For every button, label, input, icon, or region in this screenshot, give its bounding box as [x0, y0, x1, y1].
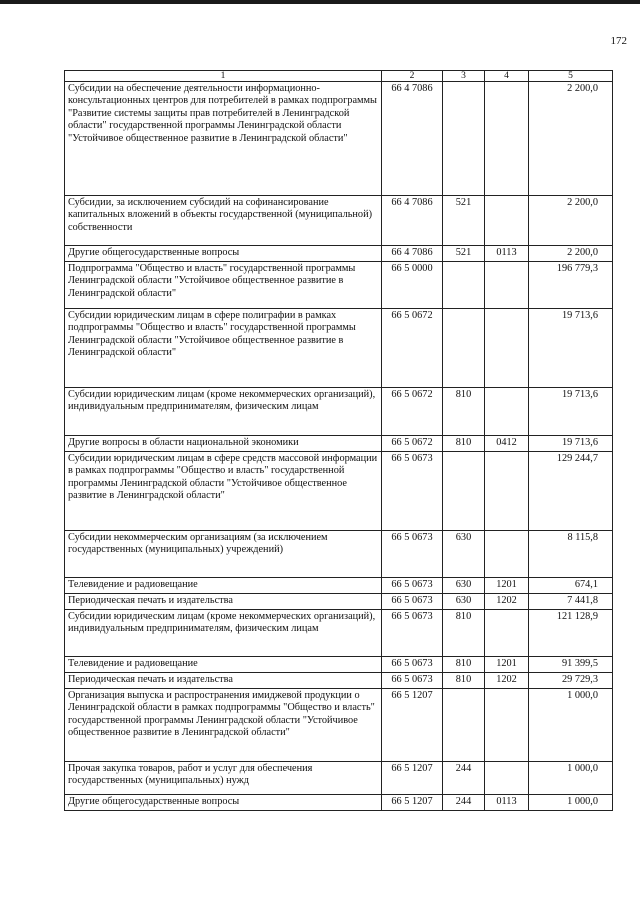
table-row	[65, 795, 613, 811]
section-code	[485, 689, 529, 762]
budget-table	[64, 70, 613, 811]
expense-type-code: 630	[443, 594, 485, 610]
amount: 2 200,0	[529, 82, 613, 196]
target-article-code: 66 4 7086	[382, 196, 443, 246]
amount: 91 399,5	[529, 657, 613, 673]
item-name: Организация выпуска и распространения имиджевой продукции о Ленинградской области в рамках подпрограммы "Общество и власть" государственной программы Ленинградской области "Устойчивое общественное развитие в Ленинградской области"	[65, 689, 382, 762]
col-header-3: 3	[443, 71, 485, 82]
target-article-code: 66 4 7086	[382, 82, 443, 196]
table-row	[65, 762, 613, 795]
table-row	[65, 578, 613, 594]
section-code: 0113	[485, 246, 529, 262]
table-row	[65, 657, 613, 673]
section-code	[485, 309, 529, 388]
expense-type-code	[443, 452, 485, 531]
table-row	[65, 309, 613, 388]
section-code: 0113	[485, 795, 529, 811]
section-code	[485, 82, 529, 196]
table-row	[65, 436, 613, 452]
item-name: Субсидии юридическим лицам (кроме некоммерческих организаций), индивидуальным предпринимателям, физическим лицам	[65, 610, 382, 657]
table-row	[65, 452, 613, 531]
expense-type-code	[443, 309, 485, 388]
target-article-code: 66 5 0000	[382, 262, 443, 309]
expense-type-code: 810	[443, 610, 485, 657]
expense-type-code: 810	[443, 388, 485, 436]
item-name: Подпрограмма "Общество и власть" государственной программы Ленинградской области "Устойчивое общественное развитие в Ленинградской области"	[65, 262, 382, 309]
section-code: 0412	[485, 436, 529, 452]
amount: 1 000,0	[529, 795, 613, 811]
expense-type-code: 810	[443, 657, 485, 673]
section-code	[485, 196, 529, 246]
target-article-code: 66 5 0672	[382, 388, 443, 436]
section-code	[485, 452, 529, 531]
target-article-code: 66 5 0673	[382, 452, 443, 531]
amount: 2 200,0	[529, 246, 613, 262]
expense-type-code: 810	[443, 436, 485, 452]
table-header-row	[65, 71, 613, 82]
target-article-code: 66 5 1207	[382, 762, 443, 795]
item-name: Периодическая печать и издательства	[65, 594, 382, 610]
table-row	[65, 82, 613, 196]
target-article-code: 66 5 0673	[382, 610, 443, 657]
target-article-code: 66 5 0673	[382, 578, 443, 594]
target-article-code: 66 5 0672	[382, 436, 443, 452]
table-row	[65, 594, 613, 610]
amount: 7 441,8	[529, 594, 613, 610]
item-name: Другие общегосударственные вопросы	[65, 795, 382, 811]
table-row	[65, 196, 613, 246]
section-code: 1202	[485, 673, 529, 689]
item-name: Другие вопросы в области национальной экономики	[65, 436, 382, 452]
expense-type-code: 244	[443, 795, 485, 811]
amount: 8 115,8	[529, 531, 613, 578]
target-article-code: 66 4 7086	[382, 246, 443, 262]
target-article-code: 66 5 1207	[382, 689, 443, 762]
target-article-code: 66 5 0673	[382, 657, 443, 673]
amount: 2 200,0	[529, 196, 613, 246]
amount: 29 729,3	[529, 673, 613, 689]
amount: 121 128,9	[529, 610, 613, 657]
section-code: 1201	[485, 657, 529, 673]
expense-type-code	[443, 689, 485, 762]
amount: 196 779,3	[529, 262, 613, 309]
table-row	[65, 246, 613, 262]
page-number: 172	[610, 35, 627, 47]
item-name: Другие общегосударственные вопросы	[65, 246, 382, 262]
target-article-code: 66 5 0673	[382, 531, 443, 578]
target-article-code: 66 5 0673	[382, 673, 443, 689]
col-header-2: 2	[382, 71, 443, 82]
section-code: 1202	[485, 594, 529, 610]
table-row	[65, 388, 613, 436]
expense-type-code	[443, 82, 485, 196]
target-article-code: 66 5 0673	[382, 594, 443, 610]
section-code	[485, 762, 529, 795]
item-name: Субсидии юридическим лицам в сфере средств массовой информации в рамках подпрограммы "Общество и власть" государственной программы Ленинградской области "Устойчивое общественное развитие в Ленинградской области"	[65, 452, 382, 531]
target-article-code: 66 5 1207	[382, 795, 443, 811]
top-border-rule	[0, 0, 640, 4]
col-header-5: 5	[529, 71, 613, 82]
amount: 674,1	[529, 578, 613, 594]
col-header-1: 1	[65, 71, 382, 82]
item-name: Субсидии на обеспечение деятельности информационно-консультационных центров для потребителей в рамках подпрограммы "Развитие системы защиты прав потребителей в Ленинградской области" государственной программы Ленинградской области "Устойчивое общественное развитие в Ленинградской области"	[65, 82, 382, 196]
section-code	[485, 610, 529, 657]
table-row	[65, 531, 613, 578]
section-code	[485, 531, 529, 578]
expense-type-code: 521	[443, 196, 485, 246]
expense-type-code: 244	[443, 762, 485, 795]
item-name: Прочая закупка товаров, работ и услуг для обеспечения государственных (муниципальных) нужд	[65, 762, 382, 795]
item-name: Телевидение и радиовещание	[65, 578, 382, 594]
target-article-code: 66 5 0672	[382, 309, 443, 388]
amount: 19 713,6	[529, 436, 613, 452]
expense-type-code: 630	[443, 578, 485, 594]
amount: 1 000,0	[529, 689, 613, 762]
section-code: 1201	[485, 578, 529, 594]
amount: 129 244,7	[529, 452, 613, 531]
section-code	[485, 262, 529, 309]
table-row	[65, 689, 613, 762]
amount: 1 000,0	[529, 762, 613, 795]
item-name: Субсидии некоммерческим организациям (за исключением государственных (муниципальных) учреждений)	[65, 531, 382, 578]
expense-type-code: 521	[443, 246, 485, 262]
table-row	[65, 673, 613, 689]
expense-type-code: 810	[443, 673, 485, 689]
item-name: Субсидии юридическим лицам в сфере полиграфии в рамках подпрограммы "Общество и власть" государственной программы Ленинградской области "Устойчивое общественное развитие в Ленинградской области"	[65, 309, 382, 388]
col-header-4: 4	[485, 71, 529, 82]
expense-type-code	[443, 262, 485, 309]
amount: 19 713,6	[529, 388, 613, 436]
section-code	[485, 388, 529, 436]
item-name: Периодическая печать и издательства	[65, 673, 382, 689]
amount: 19 713,6	[529, 309, 613, 388]
item-name: Субсидии, за исключением субсидий на софинансирование капитальных вложений в объекты государственной (муниципальной) собственности	[65, 196, 382, 246]
expense-type-code: 630	[443, 531, 485, 578]
item-name: Субсидии юридическим лицам (кроме некоммерческих организаций), индивидуальным предпринимателям, физическим лицам	[65, 388, 382, 436]
table-row	[65, 262, 613, 309]
item-name: Телевидение и радиовещание	[65, 657, 382, 673]
table-row	[65, 610, 613, 657]
